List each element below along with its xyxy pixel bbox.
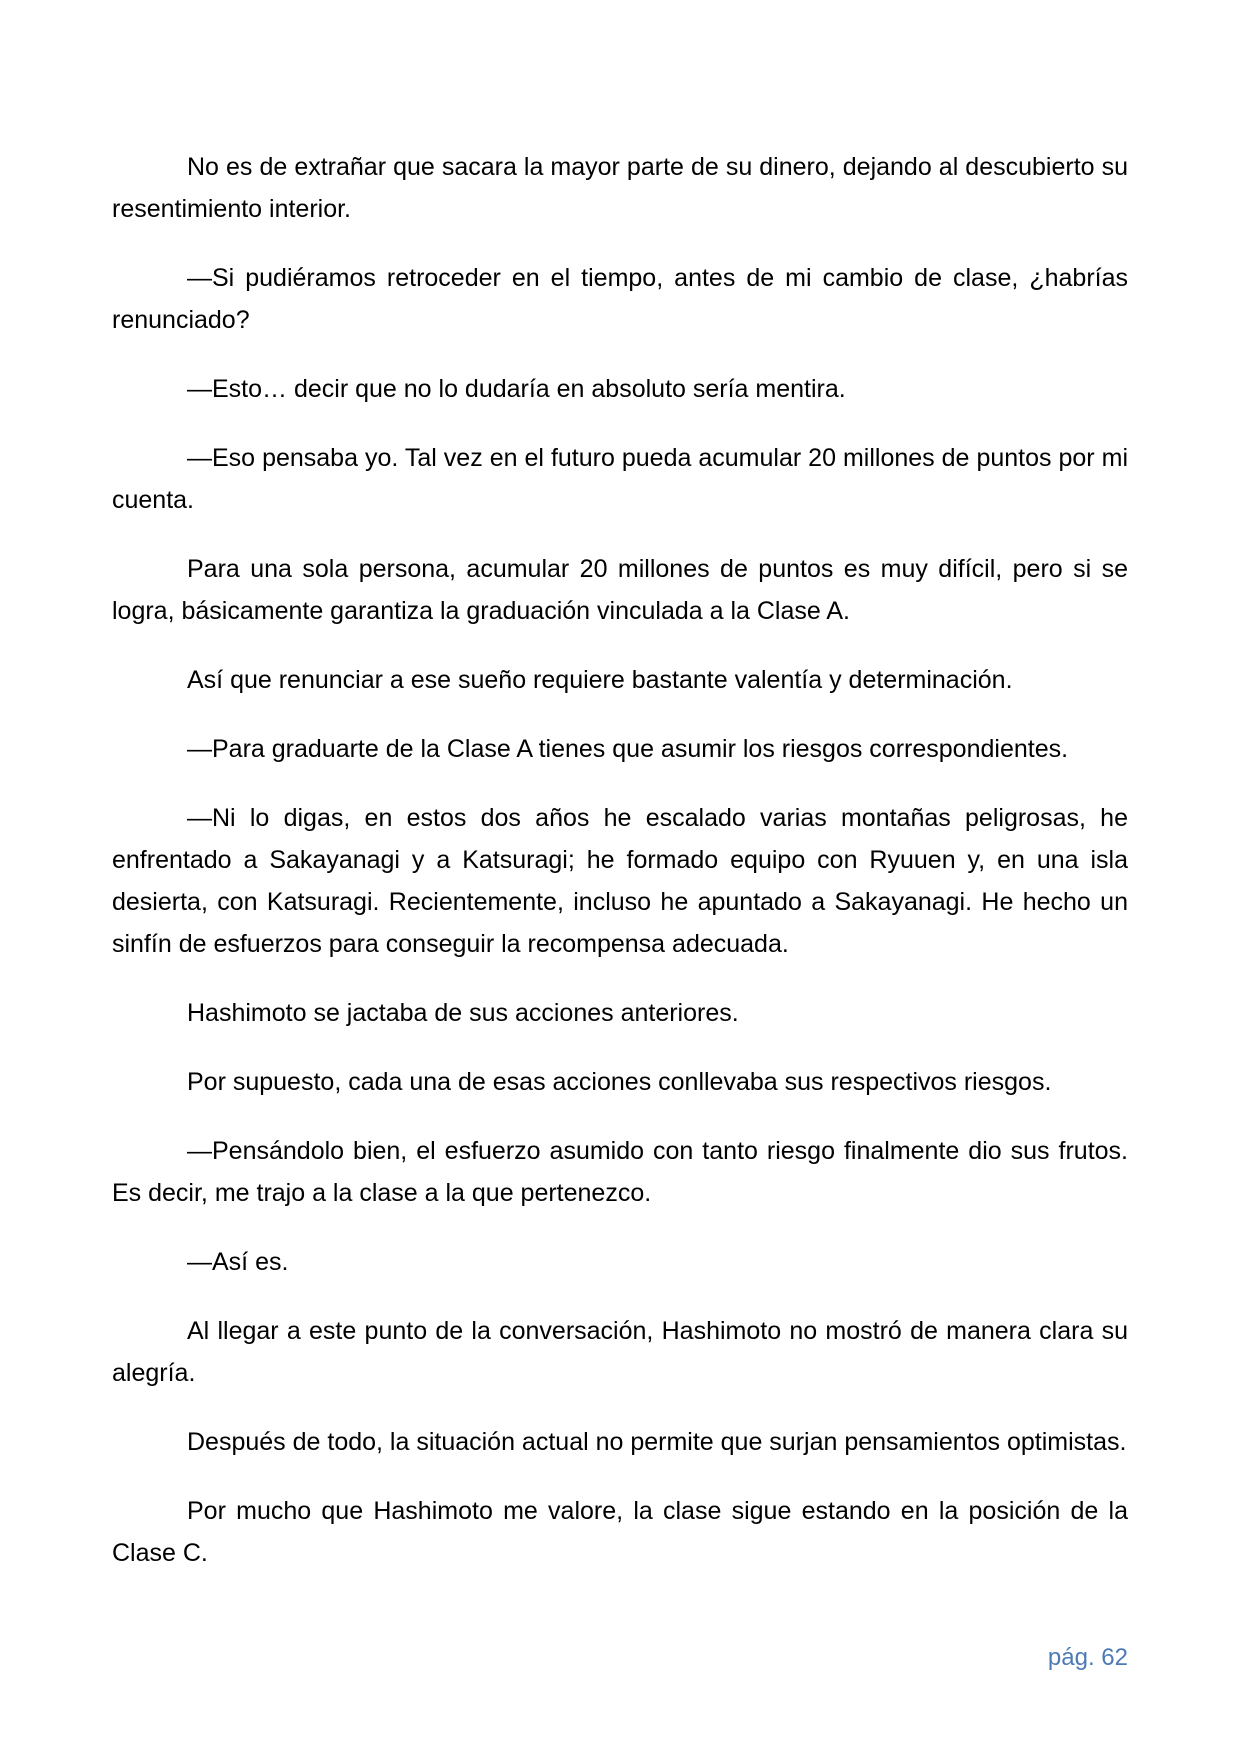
paragraph-dialogue: —Así es. xyxy=(187,1248,289,1276)
paragraph-dialogue: —Ni lo digas, en estos dos años he escalado varias montañas peligrosas, he enfrentado a Sakayanagi y a Katsuragi; he formado equipo con Ryuuen y, en una isla desierta, con Katsuragi. Recientemente, incluso he apuntado a Sakayanagi. He hecho un sinfín de esfuerzos para conseguir la recompensa adecuada. xyxy=(112,804,1128,958)
paragraph-dialogue: —Si pudiéramos retroceder en el tiempo, antes de mi cambio de clase, ¿habrías renunciado? xyxy=(112,264,1128,334)
paragraph: Por supuesto, cada una de esas acciones conllevaba sus respectivos riesgos. xyxy=(187,1068,1052,1096)
paragraph: Después de todo, la situación actual no permite que surjan pensamientos optimistas. xyxy=(187,1428,1127,1456)
paragraph: Por mucho que Hashimoto me valore, la clase sigue estando en la posición de la Clase C. xyxy=(112,1497,1128,1567)
paragraph-dialogue: —Esto… decir que no lo dudaría en absoluto sería mentira. xyxy=(187,375,846,403)
paragraph: Hashimoto se jactaba de sus acciones anteriores. xyxy=(187,999,739,1027)
paragraph: Así que renunciar a ese sueño requiere bastante valentía y determinación. xyxy=(187,666,1013,694)
paragraph-dialogue: —Pensándolo bien, el esfuerzo asumido con tanto riesgo finalmente dio sus frutos. Es decir, me trajo a la clase a la que pertenezco. xyxy=(112,1137,1128,1207)
paragraph-dialogue: —Para graduarte de la Clase A tienes que asumir los riesgos correspondientes. xyxy=(187,735,1069,763)
paragraph: No es de extrañar que sacara la mayor parte de su dinero, dejando al descubierto su resentimiento interior. xyxy=(112,153,1128,223)
page-number: pág. 62 xyxy=(1047,1644,1128,1671)
paragraph: Al llegar a este punto de la conversación, Hashimoto no mostró de manera clara su alegría. xyxy=(112,1317,1128,1387)
paragraph-dialogue: —Eso pensaba yo. Tal vez en el futuro pueda acumular 20 millones de puntos por mi cuenta. xyxy=(112,444,1128,514)
paragraph: Para una sola persona, acumular 20 millones de puntos es muy difícil, pero si se logra, básicamente garantiza la graduación vinculada a la Clase A. xyxy=(112,555,1128,625)
page-content xyxy=(112,146,1128,1601)
